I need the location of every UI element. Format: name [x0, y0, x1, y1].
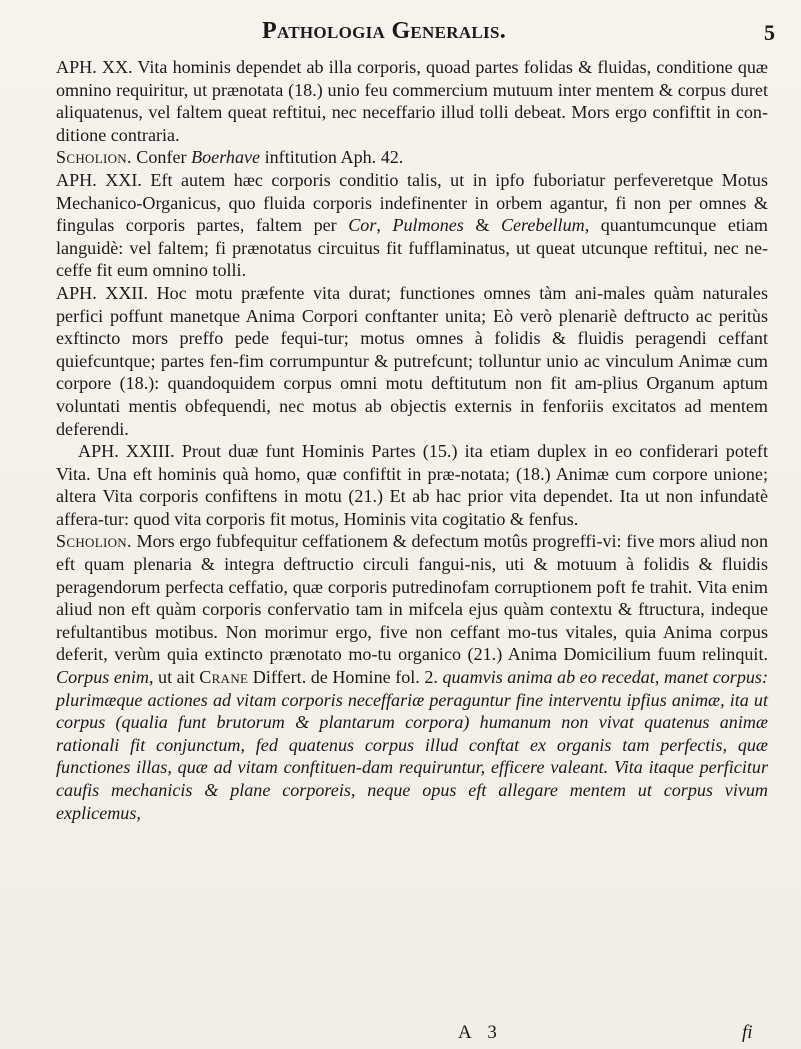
text-run: , ut ait	[149, 667, 200, 688]
text-run: , quantumcunque etiam languidè: vel faltem; fi prænotatus circuitus fit fufflaminatus, ut queat utcunque reftitui, nec ne-ceffe fit eum omnino tolli.	[56, 215, 769, 281]
text-run: Confer	[131, 147, 192, 168]
text-run: ,	[654, 667, 664, 688]
paragraph	[56, 440, 768, 530]
text-run: Mors ergo fubfequitur ceffationem & defectum motûs progreffi-vi: five mors aliud non eft quam plenaria & integra deftructio circuli fangui-nis, uti & motuum à folidis & fluidis peragendorum perfecta ceffatio, quæ corporis putredinofam corruptionem poft fe trahit. Vita enim aliud non eft quàm corporis confervatio tam in mifcela ejus quàm contextu & ftructura, indeque refultantibus motibus. Non morimur ergo, five non ceffant mo-tus vitales, quia Anima corpus deferit, verùm quia extincto prænotato mo-tu organico (21.) Anima Domicilium fuum relinquit.	[56, 531, 768, 665]
text-run: Cor	[348, 215, 377, 236]
paragraph	[56, 169, 768, 282]
text-run: APH. XXIII. Prout duæ funt Hominis Partes (15.) ita etiam duplex in eo confiderari poteft Vita. Una eft hominis quà homo, quæ confiftit in præ-notata; (18.) Animæ cum corpore unione; altera Vita corporis confiftens in motu (21.) Et ab hac prior vita dependet. Ita ut non infundatè affera-tur: quod vita corporis fit motus, Hominis vita cogitatio & fenfus.	[56, 441, 768, 529]
text-run: APH. XXI. Eft autem hæc corporis conditio talis, ut in ipfo fuboriatur perfeveretque Motus Mechanico-Organicus, quo fluida corporis indefinenter in orbem agantur, fi non per omnes & fingulas corporis partes, faltem per	[56, 169, 768, 236]
text-run: manet corpus: plurimæque actiones ad vitam corporis neceffariæ peraguntur fine interventu ipfius animæ, ita ut corpus (qualia funt brutorum & plantarum corpora) humanum non vivat quatenus animæ rationali fit conjunctum, fed quatenus corpus illud conftat ex organis tam perfectis, quæ functiones illas, quæ ad vitam conftituen-dam requiruntur, efficere valeant. Vita itaque perficitur caufis mechanicis & plane corporeis, neque opus eft allegare mentem ut corpus vivum explicemus,	[56, 667, 768, 823]
text-run: Corpus enim	[56, 667, 149, 688]
page-number: 5	[764, 20, 775, 45]
paragraph	[56, 530, 768, 824]
text-run: Scholion.	[56, 531, 132, 552]
text-run: ,	[376, 215, 393, 236]
paragraph	[56, 56, 768, 146]
page-footer	[0, 1022, 801, 1046]
paragraph	[56, 282, 768, 440]
running-title: Pathologia Generalis.	[262, 18, 507, 44]
paragraph	[56, 146, 768, 169]
running-head	[0, 16, 801, 56]
text-run: Boerhave	[191, 147, 261, 168]
text-run: Crane	[199, 667, 249, 688]
text-run: inftitution Aph. 42.	[260, 147, 404, 168]
text-run: &	[463, 215, 501, 236]
text-run: APH. XX. Vita hominis dependet ab illa corporis, quoad partes folidas & fluidas, conditione quæ omnino requiritur, ut prænotata (18.) unio feu commercium mutuum inter mentem & corpus duret aliquatenus, vel faltem queat reftitui, nec neceffario illud tolli debeat. Mors ergo confiftit in con-ditione contraria.	[56, 57, 768, 145]
text-run: Differt. de Homine fol. 2.	[248, 667, 443, 688]
text-run: APH. XXII. Hoc motu præfente vita durat; functiones omnes tàm ani-males quàm naturales perfici poffunt manetque Anima Corpori conftanter unita; Eò verò plenariè deftructo ac peritùs exftincto mors preffo pede fequi-tur; motus omnes à folidis & fluidis peragendi ceffant quiefcuntque; partes fen-fim corrumpuntur & putrefcunt; tolluntur unio ac vinculum Animæ cum corpore (18.): quandoquidem corpus omni motu deftitutum non fit am-plius Organum aptum voluntati mentis obfequendi, nec motus ab objectis externis in fenforiis excitatos ad mentem deferendi.	[56, 282, 768, 439]
text-run: Pulmones	[392, 215, 464, 236]
signature-mark: A 3	[458, 1022, 503, 1043]
body-text	[56, 56, 768, 824]
text-run: Cerebellum	[500, 215, 585, 236]
text-run: quamvis anima ab eo recedat	[442, 667, 655, 688]
text-run: Scholion.	[56, 147, 132, 168]
catchword: fi	[742, 1022, 753, 1043]
